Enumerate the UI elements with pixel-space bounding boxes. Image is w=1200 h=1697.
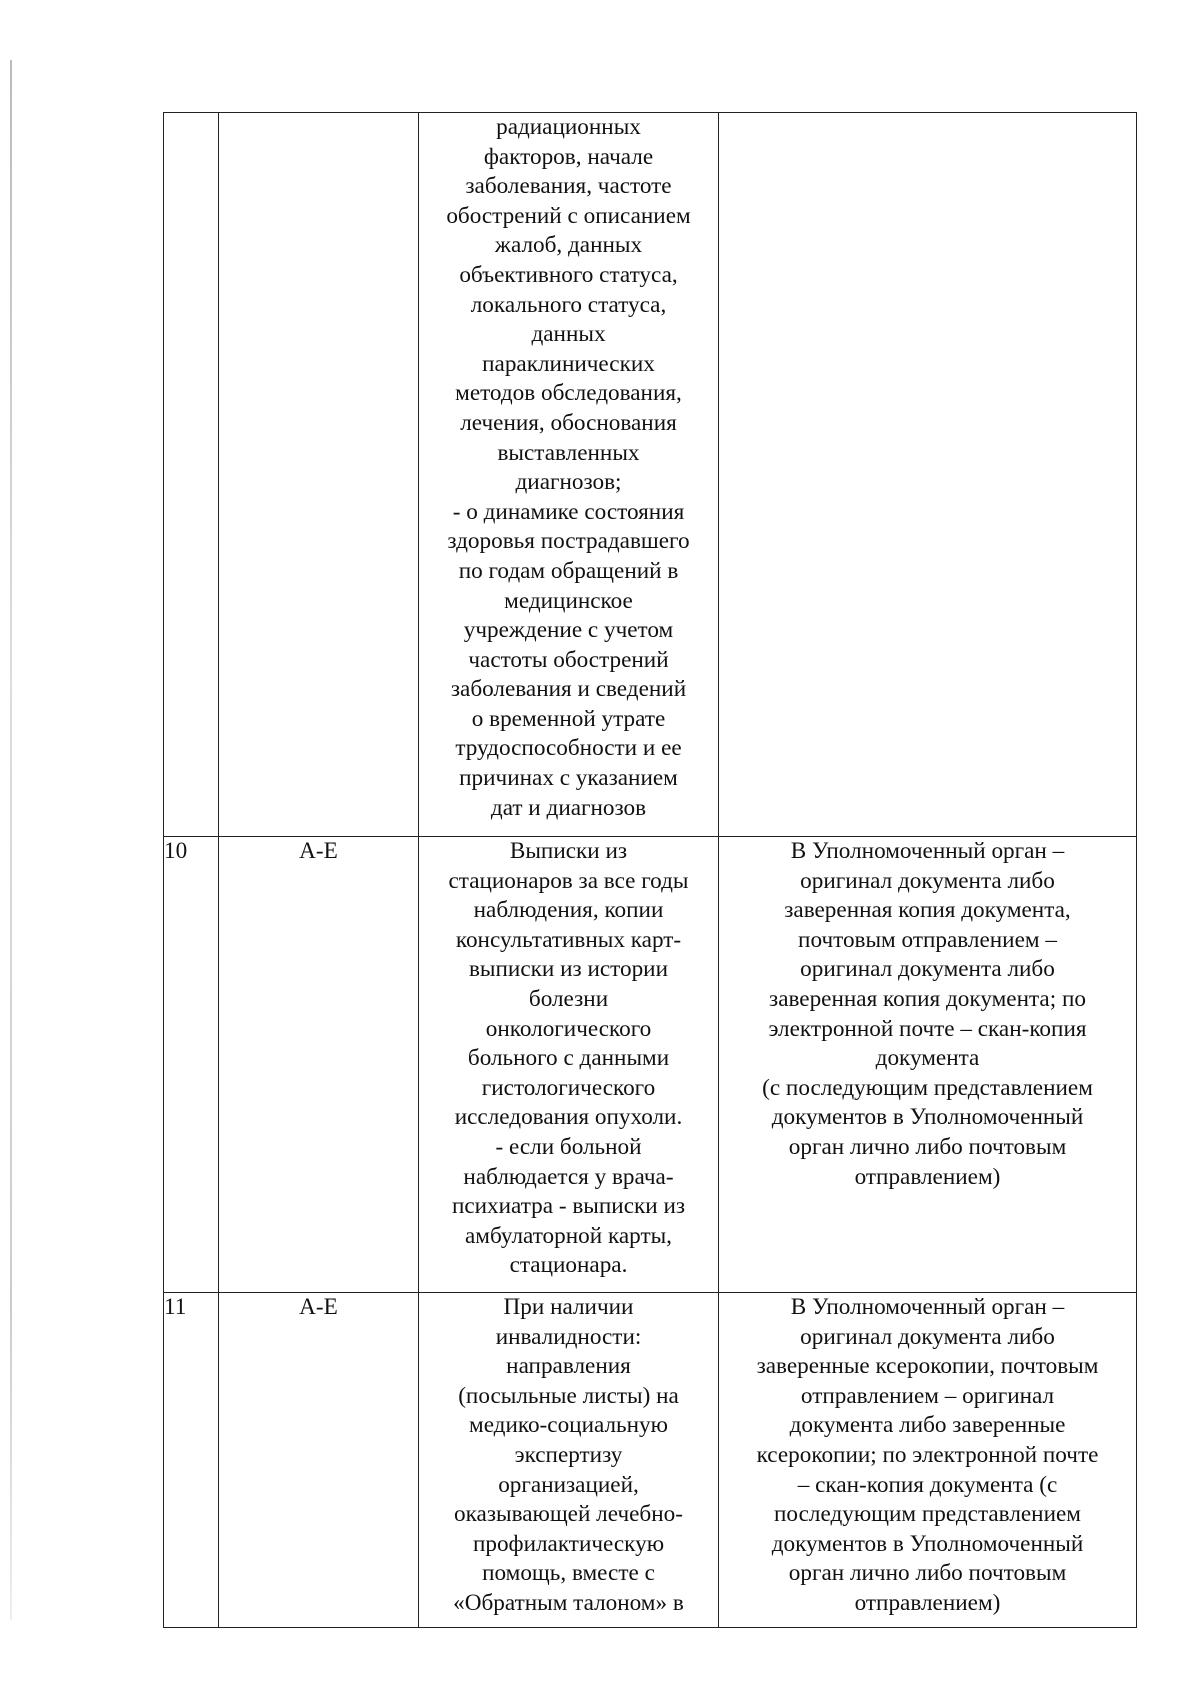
cell-text-line: больного с данными <box>467 1045 670 1072</box>
cell-text-line: заболевания, частоте <box>465 173 672 200</box>
cell-text-line: При наличии <box>503 1294 634 1320</box>
cell-text-line: документов в Уполномоченный <box>771 1530 1084 1557</box>
cell-text-line: – скан-копия документа (с <box>797 1471 1058 1498</box>
cell-text-line: - о динамике состояния <box>452 498 685 525</box>
cell-text-line: факторов, начале <box>483 143 654 170</box>
cell-text-line: лечения, обоснования <box>460 409 677 436</box>
cell-text-line: В Уполномоченный орган – <box>790 838 1065 864</box>
cell-text-line: медико-социальную <box>469 1412 668 1439</box>
cell-text-line: оригинал документа либо <box>800 867 1055 894</box>
category-cell: А-Е <box>219 1293 419 1628</box>
table-row <box>164 113 1137 837</box>
table-row <box>164 837 1137 1293</box>
cell-text-line: консультативных карт- <box>455 926 682 953</box>
cell-text-line: амбулаторной карты, <box>465 1222 672 1249</box>
cell-text-line: (посыльные листы) на <box>458 1382 679 1409</box>
cell-text-line: заверенная копия документа, <box>784 897 1071 924</box>
cell-text-line: онкологического <box>485 1015 652 1042</box>
document-cell <box>419 1293 719 1628</box>
cell-text-line: документа либо заверенные <box>789 1412 1066 1439</box>
cell-text-line: выписки из истории <box>468 956 668 983</box>
row-number-cell <box>164 113 219 837</box>
cell-text-line: о временной утрате <box>471 705 666 732</box>
document-cell <box>419 113 719 837</box>
scan-edge-shadow <box>10 60 12 1620</box>
cell-text-line: оказывающей лечебно- <box>454 1501 683 1528</box>
cell-text-line: стационаров за все годы <box>448 867 689 894</box>
cell-text-line: стационара. <box>509 1252 628 1279</box>
cell-text-line: организацией, <box>498 1471 639 1498</box>
cell-text-line: болезни <box>528 985 609 1012</box>
cell-text-line: исследования опухоли. <box>454 1104 683 1131</box>
cell-text-line: (с последующим представлением <box>762 1074 1093 1101</box>
submission-cell <box>719 1293 1137 1628</box>
cell-text-line: почтовым отправлением – <box>798 926 1057 953</box>
documents-table <box>163 112 1137 1628</box>
cell-text-line: медицинское <box>504 587 633 614</box>
cell-text-line: дат и диагнозов <box>490 794 647 821</box>
cell-text-line: здоровья пострадавшего <box>447 528 690 555</box>
cell-text-line: профилактическую <box>472 1530 665 1557</box>
cell-text-line: диагнозов; <box>515 469 622 496</box>
cell-text-line: радиационных <box>496 114 641 140</box>
cell-text-line: объективного статуса, <box>459 261 678 288</box>
cell-text-line: документов в Уполномоченный <box>771 1104 1084 1131</box>
cell-text-line: электронной почте – скан-копия <box>768 1015 1087 1042</box>
cell-text-line: орган лично либо почтовым <box>788 1560 1067 1587</box>
cell-text-line: оригинал документа либо <box>800 956 1055 983</box>
cell-text-line: локального статуса, <box>470 291 667 318</box>
cell-text-line: заболевания и сведений <box>450 676 687 703</box>
cell-text-line: наблюдения, копии <box>473 897 664 924</box>
cell-text-line: инвалидности: <box>495 1323 642 1350</box>
cell-text-line: трудоспособности и ее <box>455 735 682 762</box>
cell-text-line: направления <box>506 1353 631 1380</box>
cell-text-line: данных <box>531 321 606 348</box>
cell-text-line: заверенная копия документа; по <box>769 985 1086 1012</box>
cell-text-line: наблюдается у врача- <box>463 1163 674 1190</box>
cell-text-line: по годам обращений в <box>458 557 679 584</box>
cell-text-line: выставленных <box>497 439 640 466</box>
cell-text-line: причинах с указанием <box>459 765 678 792</box>
cell-text-line: ксерокопии; по электронной почте <box>756 1441 1099 1468</box>
cell-text-line: отправлением – оригинал <box>800 1382 1055 1409</box>
cell-text-line: экспертизу <box>514 1441 623 1468</box>
cell-text-line: отправлением) <box>854 1589 1001 1616</box>
cell-text-line: оригинал документа либо <box>800 1323 1055 1350</box>
cell-text-line: В Уполномоченный орган – <box>790 1294 1065 1320</box>
cell-text-line: частоты обострений <box>468 646 669 673</box>
cell-text-line: орган лично либо почтовым <box>788 1133 1067 1160</box>
document-cell <box>419 837 719 1293</box>
cell-text-line: обострений с описанием <box>446 202 691 229</box>
cell-text-line: методов обследования, <box>455 380 682 407</box>
submission-cell <box>719 113 1137 837</box>
cell-text-line: жалоб, данных <box>494 232 643 259</box>
submission-cell <box>719 837 1137 1293</box>
cell-text-line: параклинических <box>482 350 655 377</box>
cell-text-line: помощь, вместе с <box>482 1560 655 1587</box>
cell-text-line: - если больной <box>495 1133 642 1160</box>
row-number-cell: 11 <box>164 1293 219 1628</box>
cell-text-line: заверенные ксерокопии, почтовым <box>756 1353 1099 1380</box>
row-number-cell: 10 <box>164 837 219 1293</box>
category-cell: А-Е <box>219 837 419 1293</box>
cell-text-line: последующим представлением <box>774 1501 1081 1528</box>
category-cell <box>219 113 419 837</box>
cell-text-line: гистологического <box>481 1074 656 1101</box>
cell-text-line: Выписки из <box>509 838 628 864</box>
cell-text-line: психиатра - выписки из <box>451 1193 686 1220</box>
table-row <box>164 1293 1137 1628</box>
cell-text-line: документа <box>875 1045 980 1072</box>
cell-text-line: отправлением) <box>854 1163 1001 1190</box>
cell-text-line: «Обратным талоном» в <box>453 1589 684 1616</box>
cell-text-line: учреждение с учетом <box>463 617 674 644</box>
